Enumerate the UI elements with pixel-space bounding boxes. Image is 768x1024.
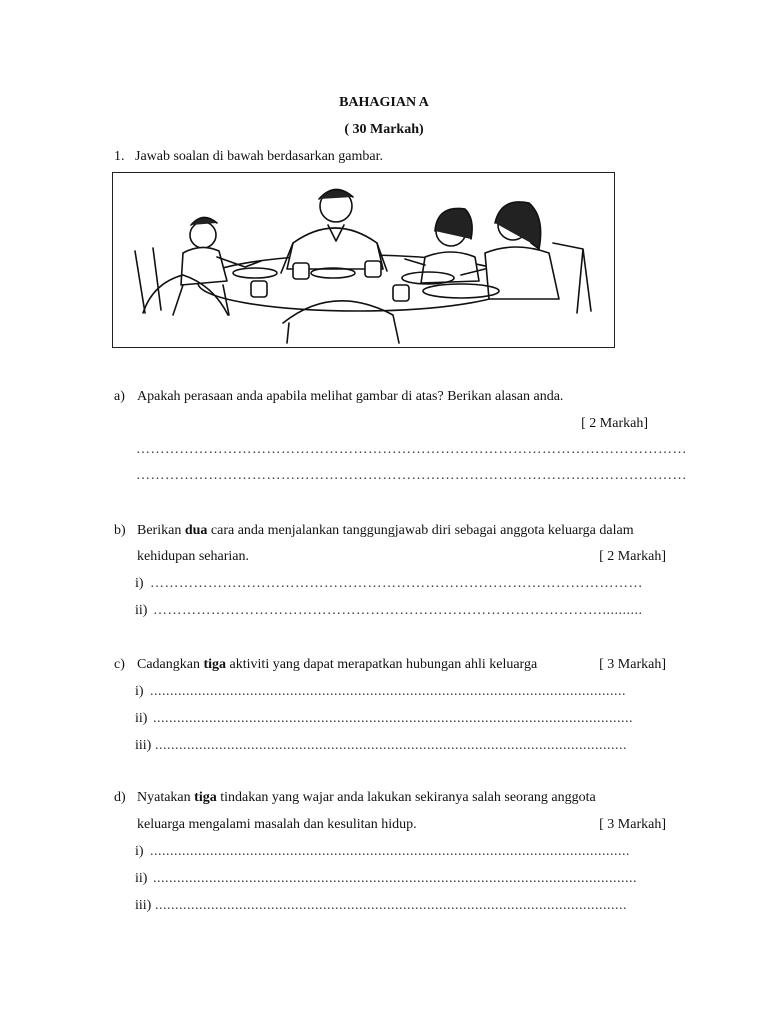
part-c-answer-2-line[interactable]: ........................................................................................................................ [153, 711, 633, 726]
family-dining-drawing [113, 173, 613, 346]
family-dining-illustration [112, 172, 615, 348]
part-d-answer-2-num: ii) [135, 871, 148, 886]
part-b-marks: [ 2 Markah] [599, 549, 666, 564]
part-b-question: Berikan dua cara anda menjalankan tanggungjawab diri sebagai anggota keluarga dalam [137, 523, 634, 538]
part-c-answer-1-num: i) [135, 684, 144, 699]
part-b-answer-1-num: i) [135, 576, 144, 591]
part-c-answer-3-line[interactable]: ...................................................................................................................... [155, 738, 627, 753]
question-instruction: Jawab soalan di bawah berdasarkan gambar. [135, 149, 384, 164]
part-d-answer-2-line[interactable]: ......................................................................................................................... [153, 871, 637, 886]
part-c-keyword: tiga [203, 657, 227, 672]
part-d-answer-3-line[interactable]: ...................................................................................................................... [155, 898, 627, 913]
section-title: BAHAGIAN A [339, 95, 429, 110]
part-b-label: b) [114, 523, 126, 538]
part-c-answer-2-num: ii) [135, 711, 148, 726]
part-c-label: c) [114, 657, 125, 672]
part-c-question: Cadangkan tiga aktiviti yang dapat merapatkan hubungan ahli keluarga [137, 657, 538, 672]
part-a-answer-line-2[interactable]: …………………………………………………………………………………………………… [136, 468, 687, 483]
part-c-answer-1-line[interactable]: ....................................................................................................................... [150, 684, 626, 699]
part-d-marks: [ 3 Markah] [599, 817, 666, 832]
part-b-question-line-2: kehidupan seharian. [137, 549, 249, 564]
part-b-answer-1-line[interactable]: ………………………………………………………………………………………… [150, 576, 643, 591]
part-b-answer-2-line[interactable]: ………………………………………………………………………………….......... [153, 603, 643, 618]
part-d-question: Nyatakan tiga tindakan yang wajar anda lakukan sekiranya salah seorang anggota [137, 790, 596, 805]
part-b-keyword: dua [184, 523, 208, 538]
part-c-marks: [ 3 Markah] [599, 657, 666, 672]
part-d-label: d) [114, 790, 126, 805]
part-d-keyword: tiga [194, 790, 217, 805]
part-a-marks: [ 2 Markah] [581, 416, 648, 431]
part-a-label: a) [114, 389, 125, 404]
part-d-question-line-2: keluarga mengalami masalah dan kesulitan hidup. [137, 817, 417, 832]
part-c-answer-3-num: iii) [135, 738, 152, 753]
part-d-answer-1-line[interactable]: ........................................................................................................................ [150, 844, 630, 859]
part-b-answer-2-num: ii) [135, 603, 148, 618]
part-d-answer-3-num: iii) [135, 898, 152, 913]
question-number: 1. [114, 149, 125, 164]
section-marks: ( 30 Markah) [344, 122, 424, 137]
part-a-answer-line-1[interactable]: …………………………………………………………………………………………………… [136, 442, 687, 457]
part-a-question: Apakah perasaan anda apabila melihat gambar di atas? Berikan alasan anda. [137, 389, 564, 404]
part-d-answer-1-num: i) [135, 844, 144, 859]
